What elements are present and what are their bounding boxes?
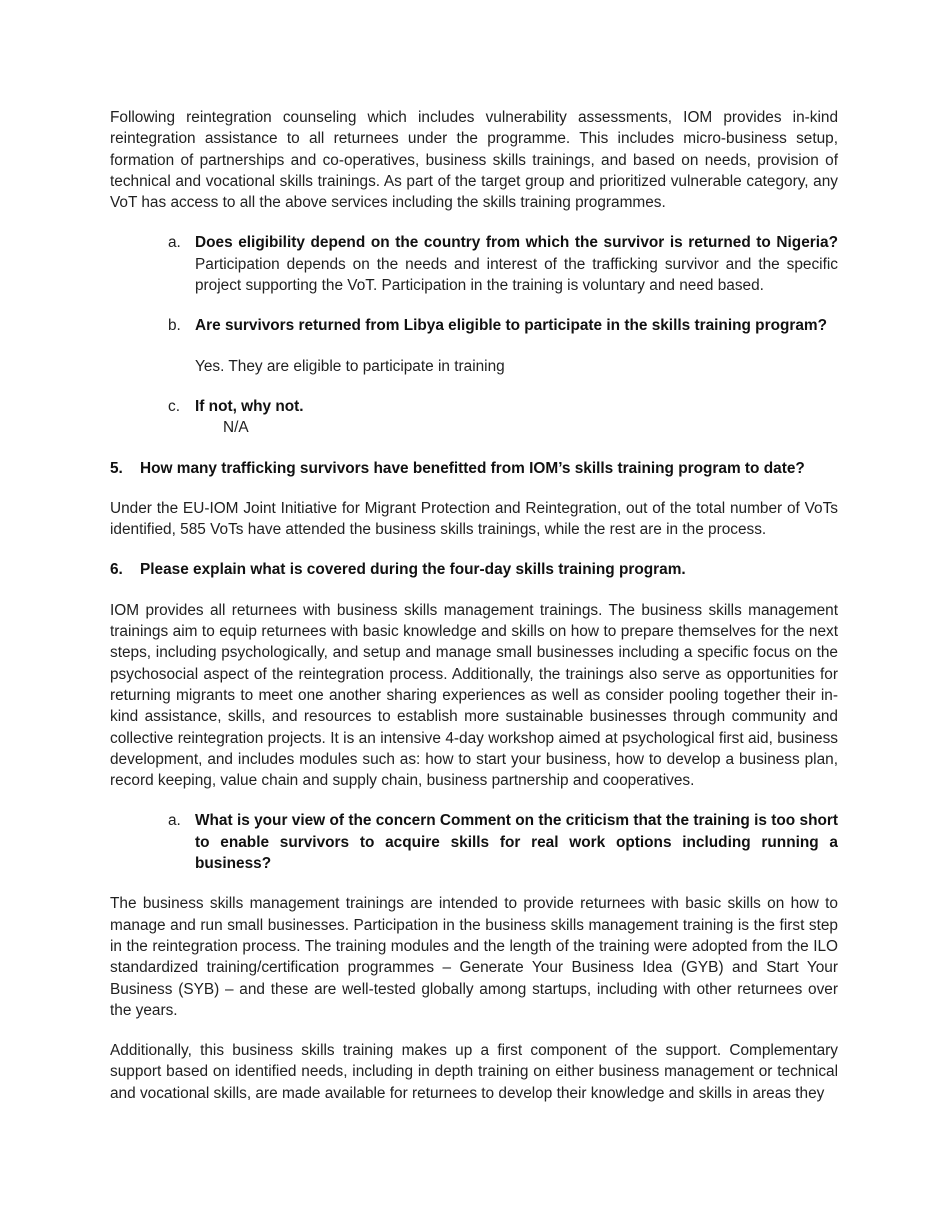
numbered-marker-6: 6. <box>110 561 123 579</box>
numbered-item-5 <box>110 458 838 479</box>
question-5-text: How many trafficking survivors have benefitted from IOM’s skills training program to date? <box>140 459 805 477</box>
answer-5-paragraph: Under the EU-IOM Joint Initiative for Migrant Protection and Reintegration, out of the total number of VoTs identified, 585 VoTs have attended the business skills trainings, while the rest are in the process. <box>110 499 838 539</box>
numbered-item-5-body <box>140 458 838 479</box>
numbered-item-6-body <box>140 559 838 580</box>
numbered-item-6 <box>110 559 838 580</box>
list-marker-b: b. <box>168 317 181 335</box>
list-item-b <box>110 315 838 336</box>
question-sub-a-text: What is your view of the concern Comment on the criticism that the training is too short to enable survivors to acquire skills for real work options including running a business? <box>195 812 838 873</box>
list-marker-sub-a: a. <box>168 812 181 830</box>
list-item-b-body <box>195 315 838 336</box>
list-item-sub-a <box>110 810 838 874</box>
answer-a-text: Participation depends on the needs and interest of the trafficking survivor and the specific project supporting the VoT. Participation in the training is voluntary and need based. <box>195 255 838 295</box>
question-a-text: Does eligibility depend on the country from which the survivor is returned to Nigeria? <box>195 234 838 252</box>
answer-b-text: Yes. They are eligible to participate in training <box>195 357 505 375</box>
answer-sub-a-paragraph-1: The business skills management trainings are intended to provide returnees with basic skills on how to manage and run small businesses. Participation in the business skills management training is the first step in the reintegration process. The training modules and the length of the training were adopted from the ILO standardized training/certification programmes – Generate Your Business Idea (GYB) and Start Your Business (SYB) – and these are well-tested globally among startups, including with other returnees over the years. <box>110 895 838 1019</box>
answer-c-text: N/A <box>223 419 249 437</box>
answer-6-paragraph: IOM provides all returnees with business skills management trainings. The business skills management trainings aim to equip returnees with basic knowledge and skills on how to prepare themselves for the next steps, including psychologically, and setup and manage small businesses including a specific focus on the psychosocial aspect of the reintegration process. Additionally, the trainings also serve as opportunities for returning migrants to meet one another sharing experiences as well as consider pooling together their in-kind assistance, skills, and resources to establish more sustainable businesses through community and collective reintegration projects. It is an intensive 4-day workshop aimed at psychological first aid, business development, and includes modules such as: how to start your business, how to develop a business plan, record keeping, value chain and supply chain, business partnership and cooperatives. <box>110 601 838 790</box>
list-item-a <box>110 232 838 296</box>
numbered-marker-5: 5. <box>110 459 123 477</box>
list-item-a-body <box>195 232 838 296</box>
list-marker-a: a. <box>168 234 181 252</box>
list-item-c-body <box>195 396 838 439</box>
question-b-text: Are survivors returned from Libya eligible to participate in the skills training program? <box>195 317 828 335</box>
list-item-sub-a-body <box>195 810 838 874</box>
question-6-text: Please explain what is covered during the four-day skills training program. <box>140 561 686 579</box>
list-marker-c: c. <box>168 397 180 415</box>
list-item-c <box>110 396 838 439</box>
question-c-text: If not, why not. <box>195 397 304 415</box>
intro-paragraph: Following reintegration counseling which includes vulnerability assessments, IOM provides in-kind reintegration assistance to all returnees under the programme. This includes micro-business setup, formation of partnerships and co-operatives, business skills trainings, and based on needs, provision of technical and vocational skills trainings. As part of the target group and prioritized vulnerable category, any VoT has access to all the above services including the skills training programmes. <box>110 109 838 212</box>
answer-sub-a-paragraph-2: Additionally, this business skills training makes up a first component of the support. Complementary support based on identified needs, including in depth training on either business management or technical and vocational skills, are made available for returnees to develop their knowledge and skills in areas they <box>110 1042 838 1102</box>
